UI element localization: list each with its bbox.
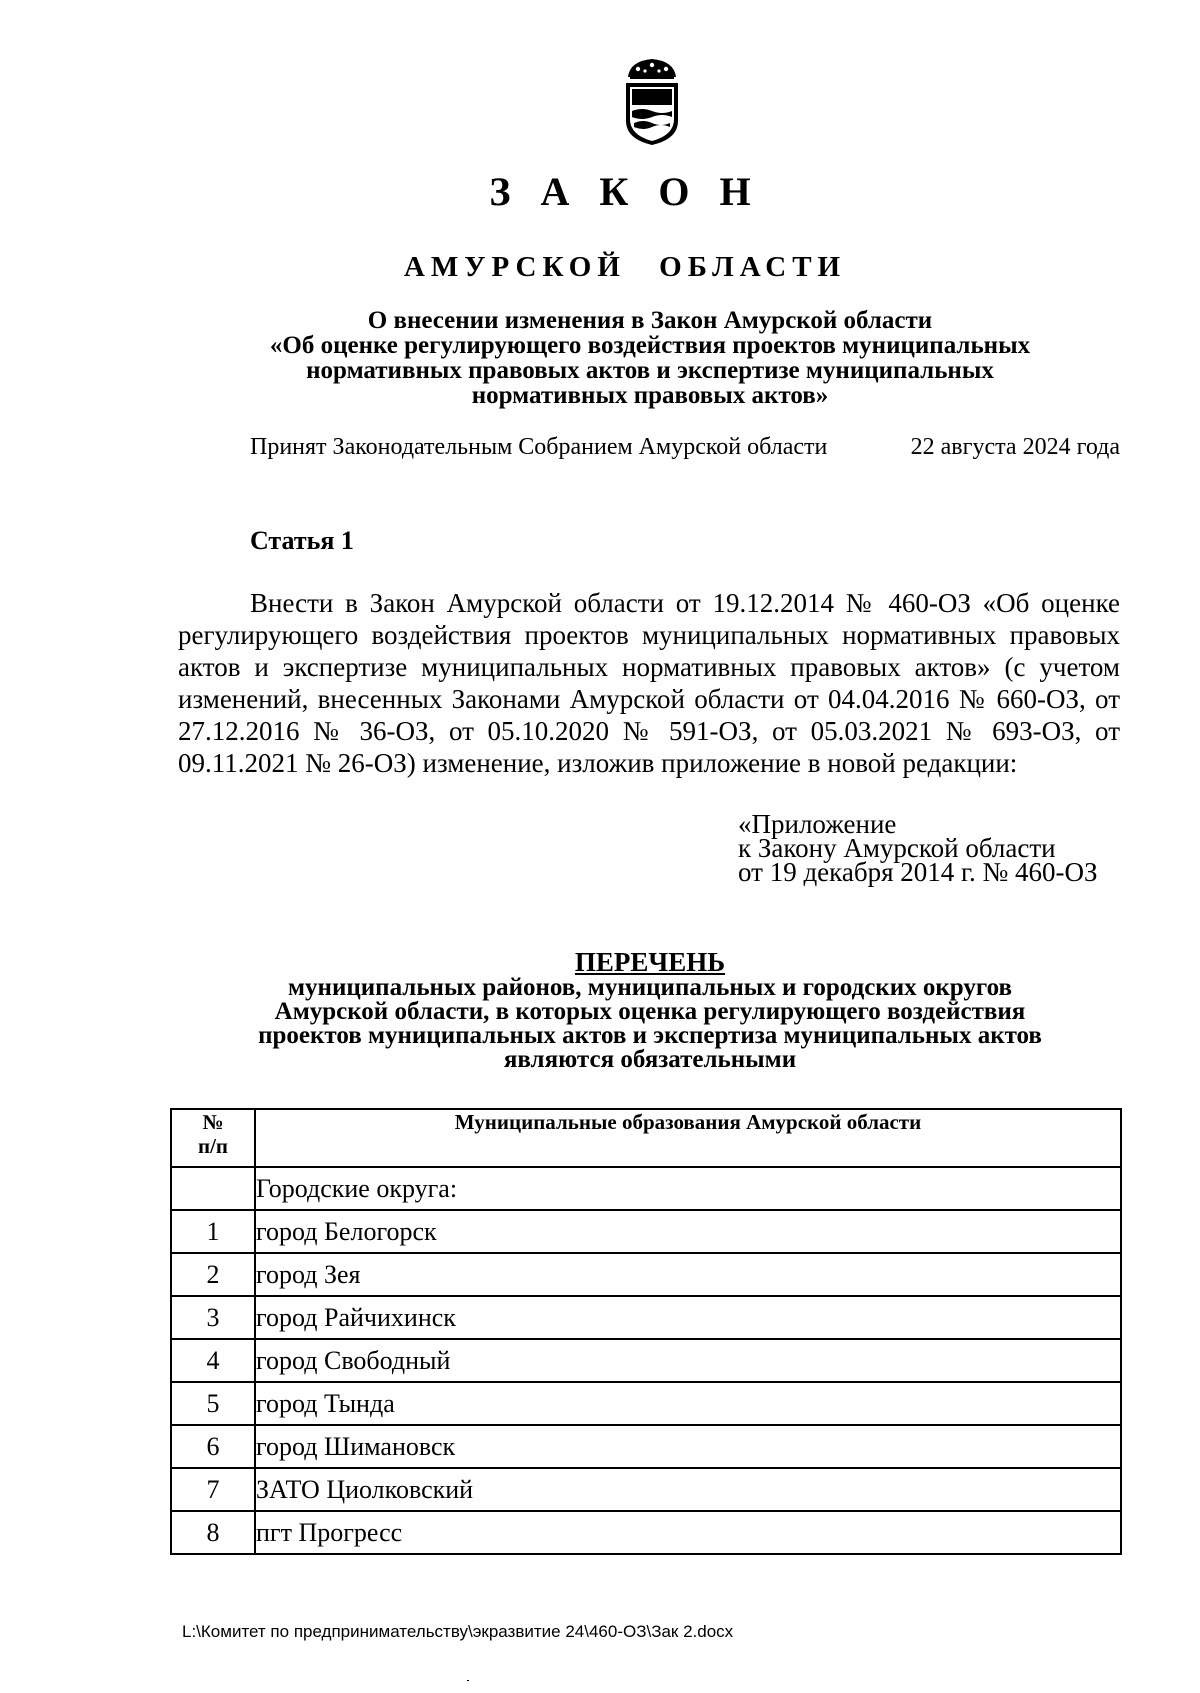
appendix-line: от 19 декабря 2014 г. № 460-ОЗ [738, 857, 1098, 887]
table-cell-num: 8 [171, 1511, 255, 1554]
article-text: Внести в Закон Амурской области от 19.12.2014 № 460-ОЗ «Об оценке регулирующего воздействия проектов муниципальных нормативных правовых актов и экспертизе муниципальных нормативных правовых актов» (с учетом изменений, внесенных Законами Амурской области от 04.04.2016 № 660-ОЗ, от 27.12.2016 № 36-ОЗ, от 05.10.2020 № 591-ОЗ, от 05.03.2021 № 693-ОЗ, от 09.11.2021 № 26-ОЗ) изменение, изложив приложение в новой редакции: [178, 588, 1120, 778]
header-number [171, 1109, 255, 1167]
adoption-date: 22 августа 2024 года [910, 434, 1120, 460]
table-cell-name: город Райчихинск [255, 1296, 1121, 1339]
list-title: ПЕРЕЧЕНЬ [574, 947, 726, 977]
appendix-reference [738, 809, 1098, 887]
table-cell-name: город Свободный [255, 1339, 1121, 1382]
table-row [171, 1253, 1121, 1296]
adopted-by: Принят Законодательным Собранием Амурской области [250, 434, 828, 460]
document-title: З А К О Н [489, 169, 761, 214]
list-heading [180, 948, 1120, 1072]
table-cell-num: 4 [171, 1339, 255, 1382]
table-cell-name: ЗАТО Циолковский [255, 1468, 1121, 1511]
table-row [171, 1425, 1121, 1468]
table-row [171, 1210, 1121, 1253]
table-cell-num: 5 [171, 1382, 255, 1425]
law-name-line: «Об оценке регулирующего воздействия проектов муниципальных [269, 332, 1031, 359]
table-cell-num: 6 [171, 1425, 255, 1468]
coat-of-arms-icon [618, 55, 686, 147]
table-cell-num: 2 [171, 1253, 255, 1296]
table-cell-name: пгт Прогресс [255, 1511, 1121, 1554]
scan-speck [467, 1680, 469, 1681]
list-subtitle-line: муниципальных районов, муниципальных и городских округов [288, 974, 1012, 1001]
table-cell-num: 7 [171, 1468, 255, 1511]
table-row [171, 1339, 1121, 1382]
law-name [210, 308, 1090, 408]
table-header-row [171, 1109, 1121, 1167]
law-name-line: нормативных правовых актов и экспертизе муниципальных [306, 357, 994, 384]
table-cell-name: город Зея [255, 1253, 1121, 1296]
table-cell-name: город Белогорск [255, 1210, 1121, 1253]
table-cell-name: город Тында [255, 1382, 1121, 1425]
list-subtitle-line: Амурской области, в которых оценка регулирующего воздействия [274, 998, 1026, 1025]
municipalities-table [170, 1108, 1122, 1555]
header-municipality: Муниципальные образования Амурской области [255, 1109, 1121, 1167]
law-name-line: О внесении изменения в Закон Амурской области [367, 307, 933, 334]
list-subtitle-line: проектов муниципальных актов и экспертиза муниципальных актов [258, 1022, 1042, 1049]
table-row [171, 1382, 1121, 1425]
table-cell-name: город Шимановск [255, 1425, 1121, 1468]
header-number-line: п/п [197, 1134, 229, 1158]
table-row [171, 1468, 1121, 1511]
list-subtitle-line: являются обязательными [503, 1046, 797, 1073]
law-name-line: нормативных правовых актов» [471, 382, 829, 409]
footer-file-path: L:\Комитет по предпринимательству\экразвитие 24\460-ОЗ\Зак 2.docx [182, 1622, 734, 1641]
article-title: Статья 1 [250, 526, 354, 555]
adoption-info [250, 432, 1120, 462]
appendix-line: к Закону Амурской области [738, 833, 1056, 863]
section-label: Городские округа: [255, 1167, 1121, 1210]
table-cell-num: 3 [171, 1296, 255, 1339]
table-cell-num [171, 1167, 255, 1210]
region-title: АМУРСКОЙ ОБЛАСТИ [403, 251, 847, 283]
appendix-line: «Приложение [738, 809, 897, 839]
table-section-row [171, 1167, 1121, 1210]
table-row [171, 1296, 1121, 1339]
table-row [171, 1511, 1121, 1554]
header-number-line: № [202, 1110, 224, 1134]
table-cell-num: 1 [171, 1210, 255, 1253]
